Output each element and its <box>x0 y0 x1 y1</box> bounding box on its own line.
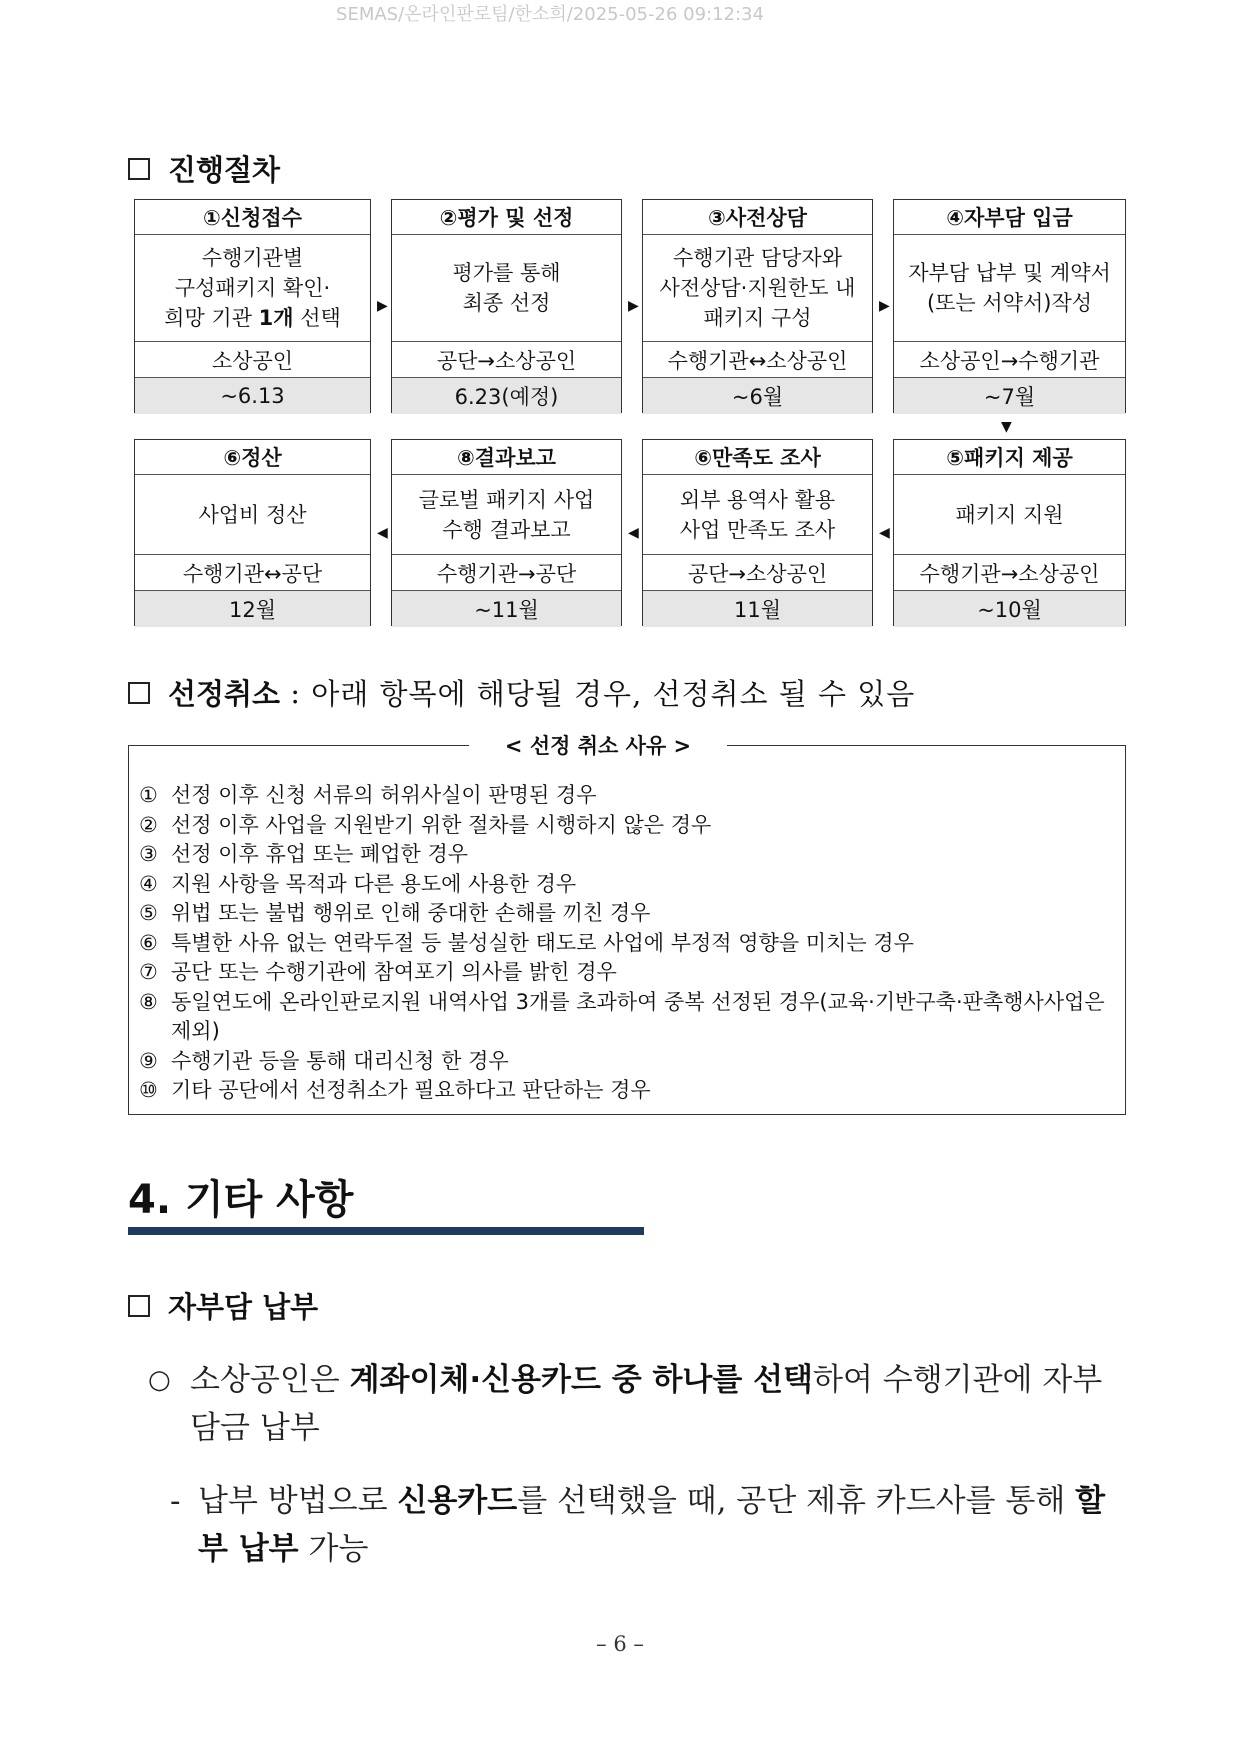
step-desc: 평가를 통해 최종 선정 <box>392 235 621 342</box>
cancellation-heading <box>128 672 915 713</box>
procedure-heading-text: 진행절차 <box>168 153 281 187</box>
reason-text: 동일연도에 온라인판로지원 내역사업 3개를 초과하여 중복 선정된 경우(교육·기반구축·판촉행사사업은 제외) <box>171 989 1105 1043</box>
step-date: 12월 <box>135 591 370 627</box>
step-actor: 수행기관↔공단 <box>135 555 370 591</box>
step-actor: 수행기관→소상공인 <box>894 555 1125 591</box>
right-arrow-icon: ▶ <box>377 298 388 314</box>
step-2 <box>391 199 622 413</box>
cancellation-sep: : <box>280 675 312 710</box>
right-arrow-icon: ▶ <box>628 298 639 314</box>
reason-text: 선정 이후 휴업 또는 폐업한 경우 <box>171 842 469 866</box>
reason-item <box>139 870 1119 900</box>
step-desc: 사업비 정산 <box>135 475 370 555</box>
step-desc: 자부담 납부 및 계약서 (또는 서약서)작성 <box>894 235 1125 342</box>
step-8-report <box>391 439 622 626</box>
cancellation-heading-text: 선정취소 <box>168 677 281 711</box>
step-title: ④자부담 입금 <box>894 200 1125 235</box>
step-desc: 수행기관 담당자와 사전상담·지원한도 내 패키지 구성 <box>643 235 872 342</box>
reason-number: ⑧ <box>139 989 158 1014</box>
step-title: ⑤패키지 제공 <box>894 440 1125 475</box>
reason-number: ⑤ <box>139 901 158 925</box>
step-date: ~6월 <box>643 378 872 414</box>
payment-bullet <box>148 1356 1128 1452</box>
left-arrow-icon: ◀ <box>377 525 388 541</box>
checkbox-icon <box>128 682 150 704</box>
step-date: 6.23(예정) <box>392 378 621 414</box>
reason-number: ⑦ <box>139 960 158 984</box>
step-4 <box>893 199 1126 413</box>
reason-item <box>139 899 1119 929</box>
step-title: ⑥정산 <box>135 440 370 475</box>
reason-text: 선정 이후 사업을 지원받기 위한 절차를 시행하지 않은 경우 <box>171 812 712 837</box>
reason-number: ⑨ <box>139 1048 158 1073</box>
payment-sub-bullet <box>170 1477 1128 1573</box>
reason-item <box>139 958 1119 988</box>
step-title: ②평가 및 선정 <box>392 200 621 235</box>
step-actor: 공단→소상공인 <box>392 342 621 378</box>
reason-number: ③ <box>139 842 158 866</box>
checkbox-icon <box>128 1295 150 1317</box>
reason-number: ⑩ <box>139 1078 158 1102</box>
step-actor: 수행기관→공단 <box>392 555 621 591</box>
reason-number: ④ <box>139 871 158 896</box>
down-arrow-icon: ▼ <box>1001 419 1012 435</box>
watermark: SEMAS/온라인판로팀/한소희/2025-05-26 09:12:34 <box>336 4 764 25</box>
page-number: – 6 – <box>596 1632 644 1656</box>
step-date: ~10월 <box>894 591 1125 627</box>
step-title: ⑧결과보고 <box>392 440 621 475</box>
checkbox-icon <box>128 158 150 180</box>
reason-item <box>139 781 1119 811</box>
step-desc: 수행기관별 구성패키지 확인· 희망 기관 1개 선택 <box>135 235 370 342</box>
step-6-settlement <box>134 439 371 626</box>
bullet-text: 소상공인은 계좌이체·신용카드 중 하나를 선택하여 수행기관에 자부담금 납부 <box>190 1362 1103 1446</box>
left-arrow-icon: ◀ <box>628 525 639 541</box>
step-3 <box>642 199 873 413</box>
step-date: ~11월 <box>392 591 621 627</box>
step-date: ~6.13 <box>135 378 370 414</box>
left-arrow-icon: ◀ <box>879 525 890 541</box>
sub-bullet-text: 납부 방법으로 신용카드를 선택했을 때, 공단 제휴 카드사를 통해 할부 납부 가능 <box>198 1483 1106 1567</box>
step-actor: 소상공인→수행기관 <box>894 342 1125 378</box>
right-arrow-icon: ▶ <box>879 298 890 314</box>
step-desc: 외부 용역사 활용 사업 만족도 조사 <box>643 475 872 555</box>
procedure-heading <box>128 148 280 189</box>
step-5-package <box>893 439 1126 626</box>
reason-list <box>139 781 1119 1106</box>
step-date: ~7월 <box>894 378 1125 414</box>
reason-item <box>139 840 1119 870</box>
reason-text: 공단 또는 수행기관에 참여포기 의사를 밝힌 경우 <box>171 960 617 984</box>
reason-number: ⑥ <box>139 930 158 955</box>
reason-text: 수행기관 등을 통해 대리신청 한 경우 <box>171 1048 509 1073</box>
sub-bullet-marker: - <box>170 1483 181 1519</box>
self-payment-heading-text: 자부담 납부 <box>168 1290 319 1324</box>
step-6-survey <box>642 439 873 626</box>
reason-item <box>139 1047 1119 1077</box>
reason-number: ② <box>139 812 158 837</box>
cancellation-reason-box <box>128 734 1126 1115</box>
step-actor: 공단→소상공인 <box>643 555 872 591</box>
step-desc: 패키지 지원 <box>894 475 1125 555</box>
reason-number: ① <box>139 783 158 807</box>
reason-item <box>139 988 1119 1047</box>
reason-text: 지원 사항을 목적과 다른 용도에 사용한 경우 <box>171 871 577 896</box>
step-title: ⑥만족도 조사 <box>643 440 872 475</box>
reason-text: 위법 또는 불법 행위로 인해 중대한 손해를 끼친 경우 <box>171 901 651 925</box>
section-title-underline <box>128 1227 644 1235</box>
reason-box-title: < 선정 취소 사유 > <box>469 730 727 760</box>
step-title: ①신청접수 <box>135 200 370 235</box>
step-1 <box>134 199 371 413</box>
reason-item <box>139 929 1119 959</box>
step-desc: 글로벌 패키지 사업 수행 결과보고 <box>392 475 621 555</box>
reason-text: 선정 이후 신청 서류의 허위사실이 판명된 경우 <box>171 783 597 807</box>
reason-item <box>139 811 1119 841</box>
self-payment-heading <box>128 1285 318 1326</box>
step-actor: 소상공인 <box>135 342 370 378</box>
bullet-marker: ○ <box>148 1365 171 1395</box>
reason-text: 특별한 사유 없는 연락두절 등 불성실한 태도로 사업에 부정적 영향을 미치는 경우 <box>171 930 914 955</box>
cancellation-subtitle: 아래 항목에 해당될 경우, 선정취소 될 수 있음 <box>311 677 916 711</box>
step-actor: 수행기관↔소상공인 <box>643 342 872 378</box>
step-date: 11월 <box>643 591 872 627</box>
reason-text: 기타 공단에서 선정취소가 필요하다고 판단하는 경우 <box>171 1078 651 1102</box>
section-4-title: 4. 기타 사항 <box>128 1177 354 1223</box>
reason-item <box>139 1076 1119 1106</box>
step-title: ③사전상담 <box>643 200 872 235</box>
